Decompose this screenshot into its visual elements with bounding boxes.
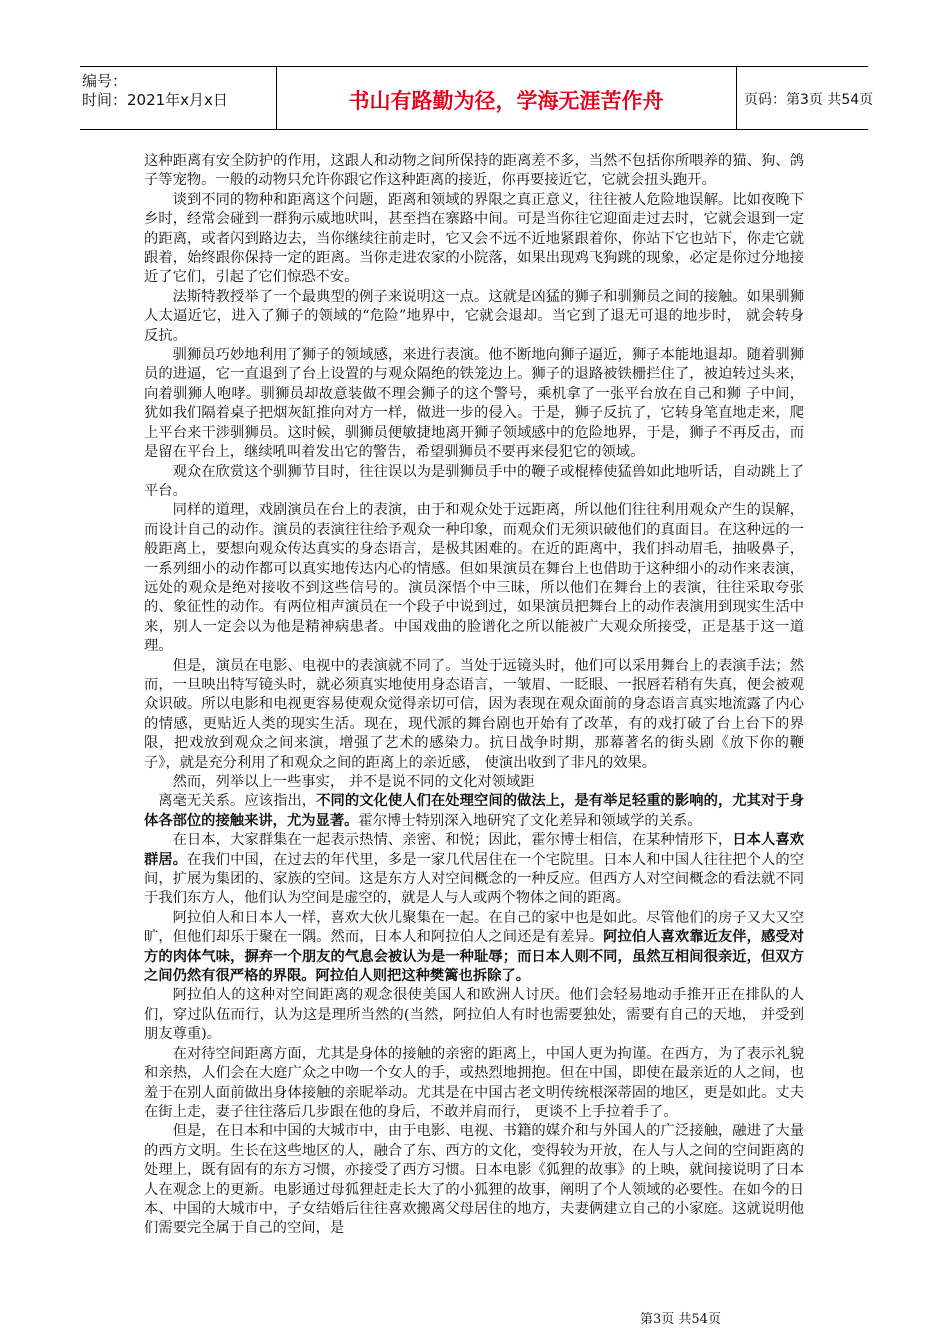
paragraph: 阿拉伯人的这种对空间距离的观念很使美国人和欧洲人讨厌。他们会轻易地动手推开正在排队的人们，穿过队伍而行，认为这是理所当然的(当然，阿拉伯人有时也需要独处，需要有自己的天地， 并受到朋友尊重)。 xyxy=(144,987,804,1043)
header-motto: 书山有路勤为径，学海无涯苦作舟 xyxy=(348,89,664,113)
paragraph-text: 在我们中国，在过去的年代里，多是一家几代居住在一个宅院里。日本人和中国人往往把个人的空间，扩展为集团的、家族的空间。这是东方人对空间概念的一种反应。但西方人对空间概念的看法就不同于我们东方人，他们认为空间是虚空的，就是人与人或两个物体之间的距离。 xyxy=(144,851,804,907)
document-number: 编号： xyxy=(82,72,128,90)
header-page-number: 页码：第3页 共54页 xyxy=(744,92,874,108)
paragraph-text: 在日本，大家群集在一起表示热情、亲密、和悦；因此，霍尔博士相信，在某种情形下， xyxy=(172,832,733,849)
paragraph: 但是，在日本和中国的大城市中，由于电影、电视、书籍的媒介和与外国人的广泛接触，融进了大量的西方文明。生长在这些地区的人，融合了东、西方的文化，变得较为开放，在人与人之间的空间距离的处理上，既有固有的东方习惯，亦接受了西方习惯。日本电影《狐狸的故事》的上映，就间接说明了日本人在观念上的更新。电影通过母狐狸赶走长大了的小狐狸的故事，阐明了个人领域的必要性。在如今的日本、中国的大城市中，子女结婚后往往喜欢搬离父母居住的地方，夫妻俩建立自己的小家庭。这就说明他们需要完全属于自己的空间，是 xyxy=(144,1123,804,1237)
paragraph: 谈到不同的物种和距离这个问题，距离和领域的界限之真正意义，往往被人危险地误解。比如夜晚下乡时，经常会碰到一群狗示威地吠叫，甚至挡在寨路中间。可是当你往它迎面走过去时，它就会退到一定的距离，或者闪到路边去，当你继续往前走时，它又会不远不近地紧跟着你，你站下它也站下，你走它就跟着，始终跟你保持一定的距离。当你走进农家的小院落，如果出现鸡飞狗跳的现象，必定是你过分地接近了它们，引起了它们惊恐不安。 xyxy=(144,191,804,286)
paragraph-text: 阿拉伯人和日本人一样，喜欢大伙儿聚集在一起。在自己的家中也是如此。尽管他们的房子又大又空旷，但他们却乐于聚在一隅。然而，日本人和阿拉伯人之间还是有差异。 xyxy=(144,909,804,946)
paragraph-text: 霍尔博士特别深入地研究了文化差异和领域学的关系。 xyxy=(358,812,702,829)
header-motto-cell xyxy=(276,67,737,129)
header-page-cell xyxy=(736,67,874,129)
paragraph: 同样的道理，戏剧演员在台上的表演，由于和观众处于远距离，所以他们往往利用观众产生的误解，而设计自己的动作。演员的表演往往给予观众一种印象，而观众们无须识破他们的真面目。在这种远的一般距离上，要想向观众传达真实的身态语言，是极其困难的。在近的距离中，我们抖动眉毛，抽吸鼻子，一系列细小的动作都可以真实地传达内心的情感。但如果演员在舞台上也借助于这种细小的动作来表演，远处的观众是绝对接收不到这些信号的。演员深悟个中三昧，所以他们在舞台上的表演，往往采取夸张的、象征性的动作。有两位相声演员在一个段子中说到过，如果演员把舞台上的动作表演用到现实生活中来，别人一定会以为他是精神病患者。中国戏曲的脸谱化之所以能被广大观众所接受，正是基于这一道理。 xyxy=(144,502,804,655)
paragraph: 驯狮员巧妙地利用了狮子的领域感，来进行表演。他不断地向狮子逼近，狮子本能地退却。随着驯狮员的进逼，它一直退到了台上设置的与观众隔绝的铁笼边上。狮子的退路被铁栅拦住了，被迫转过头来，向着驯狮人咆哮。驯狮员却故意装做不理会狮子的这个警号，乘机拿了一张平台放在自己和狮 子中间，犹如我们隔着桌子把烟灰缸推向对方一样，做进一步的侵入。于是，狮子反抗了，它转身笔直地走来，爬上平台来干涉驯狮员。这时候，驯狮员便敏捷地离开狮子领域感中的危险地界，于是，狮子不再反击，而是留在平台上，继续吼叫着发出它的警告，希望驯狮员不要再来侵犯它的领域。 xyxy=(144,347,804,461)
emphasis-text: 不同的文化使人们在处理空间的做法上，是有举足轻重的影响的，尤其对于身体各部位的接触来讲，尤为显著。 xyxy=(144,793,805,829)
paragraph xyxy=(144,792,804,831)
header-meta-cell xyxy=(80,67,277,129)
paragraph-text: 离毫无关系。应该指出， xyxy=(158,793,317,810)
paragraph: 这种距离有安全防护的作用，这跟人和动物之间所保持的距离差不多，当然不包括你所喂养的猫、狗、鸽子等宠物。一般的动物只允许你跟它作这种距离的接近，你再要接近它，它就会扭头跑开。 xyxy=(144,153,804,189)
paragraph xyxy=(144,909,804,987)
page-footer-number: 第3页 共54页 xyxy=(640,1312,721,1327)
paragraph: 在对待空间距离方面，尤其是身体的接触的亲密的距离上，中国人更为拘谨。在西方，为了表示礼貌和亲热，人们会在大庭广众之中吻一个女人的手，或热烈地拥抱。但在中国，即使在最亲近的人之间，也羞于在别人面前做出身体接触的亲昵举动。尤其是在中国古老文明传统根深蒂固的地区，更是如此。丈夫在街上走，妻子往往落后几步跟在他的身后，不敢并肩而行， 更谈不上手拉着手了。 xyxy=(144,1045,804,1120)
emphasis-text: 阿拉伯人喜欢靠近友伴，感受对方的肉体气味，摒弃一个朋友的气息会被认为是一种耻辱；而日本人则不同，虽然互相间很亲近，但双方之间仍然有很严格的界限。阿拉伯人则把这种樊篱也拆除了。 xyxy=(144,929,805,985)
document-date: 时间：2021年x月x日 xyxy=(82,91,228,109)
paragraph: 但是，演员在电影、电视中的表演就不同了。当处于远镜头时，他们可以采用舞台上的表演手法；然而，一旦映出特写镜头时，就必须真实地使用身态语言，一皱眉、一眨眼、一抿唇若稍有失真，便会被观众识破。所以电影和电视更容易使观众觉得亲切可信，因为表现在观众面前的身态语言真实地流露了内心的情感，更贴近人类的现实生活。现在，现代派的舞台剧也开始有了改革，有的戏打破了台上台下的界限，把戏放到观众之间来演，增强了艺术的感染力。抗日战争时期，那幕著名的街头剧《放下你的鞭子》，就是充分利用了和观众之间的距离上的亲近感， 使演出收到了非凡的效果。 xyxy=(144,657,804,771)
paragraph: 然而，列举以上一些事实， 并不是说不同的文化对领域距 xyxy=(172,774,535,790)
emphasis-text: 日本人喜欢群居。 xyxy=(144,832,804,868)
document-body xyxy=(144,152,804,1239)
page-header xyxy=(80,66,874,130)
paragraph: 观众在欣赏这个驯狮节目时，往往误以为是驯狮员手中的鞭子或棍棒使猛兽如此地听话，自动跳上了平台。 xyxy=(144,463,804,499)
paragraph xyxy=(144,831,804,909)
paragraph: 法斯特教授举了一个最典型的例子来说明这一点。这就是凶猛的狮子和驯狮员之间的接触。如果驯狮人太逼近它，进入了狮子的领域的“危险”地界中，它就会退却。当它到了退无可退的地步时， 就会转身反抗。 xyxy=(144,288,804,344)
